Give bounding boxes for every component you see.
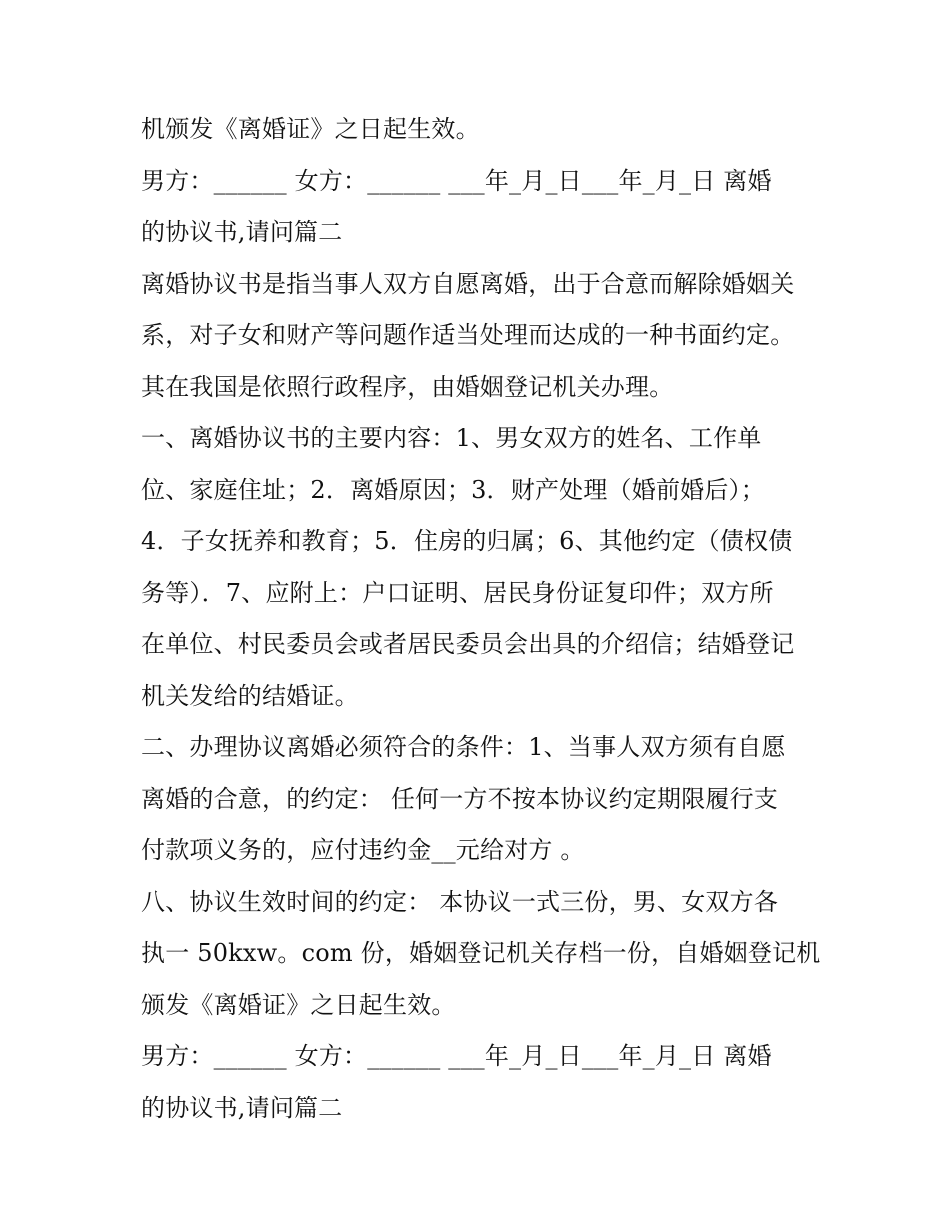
- text-line: 其在我国是依照行政程序，由婚姻登记机关办理。: [141, 372, 674, 401]
- text-line: 系，对子女和财产等问题作适当处理而达成的一种书面约定。: [141, 321, 795, 349]
- text-line: 务等）．7、应附上：户口证明、居民身份证复印件；双方所: [141, 578, 774, 607]
- text-line: 二、办理协议离婚必须符合的条件：1、当事人双方须有自愿: [141, 733, 786, 761]
- text-line: 离婚协议书是指当事人双方自愿离婚，出于合意而解除婚姻关: [141, 269, 795, 298]
- text-line: 执一 50kxw。com 份，婚姻登记机关存档一份，自婚姻登记机: [141, 939, 821, 967]
- text-line: 机关发给的结婚证。: [141, 681, 359, 710]
- text-line: 一、离婚协议书的主要内容：1、男女双方的姓名、工作单: [141, 424, 762, 452]
- text-line: 男方：______ 女方：______ ___年_月_日___年_月_日 离婚: [141, 1042, 772, 1070]
- text-line: 男方：______ 女方：______ ___年_月_日___年_月_日 离婚: [141, 166, 772, 195]
- text-line: 在单位、村民委员会或者居民委员会出具的介绍信；结婚登记: [141, 630, 795, 658]
- text-line: 位、家庭住址；2．离婚原因；3．财产处理（婚前婚后）；: [141, 475, 765, 504]
- document-body: [141, 104, 821, 1134]
- text-line: 机颁发《离婚证》之日起生效。: [141, 115, 480, 143]
- text-line: 八、协议生效时间的约定： 本协议一式三份，男、女双方各: [141, 887, 779, 916]
- text-line: 的协议书,请问篇二: [141, 1093, 343, 1122]
- text-line: 颁发《离婚证》之日起生效。: [141, 990, 456, 1019]
- text-line: 4．子女抚养和教育；5．住房的归属；6、其他约定（债权债: [141, 527, 793, 555]
- text-line: 离婚的合意，的约定： 任何一方不按本协议约定期限履行支: [141, 784, 779, 813]
- text-line: 的协议书,请问篇二: [141, 218, 343, 246]
- text-line: 付款项义务的，应付违约金__元给对方 。: [141, 836, 585, 864]
